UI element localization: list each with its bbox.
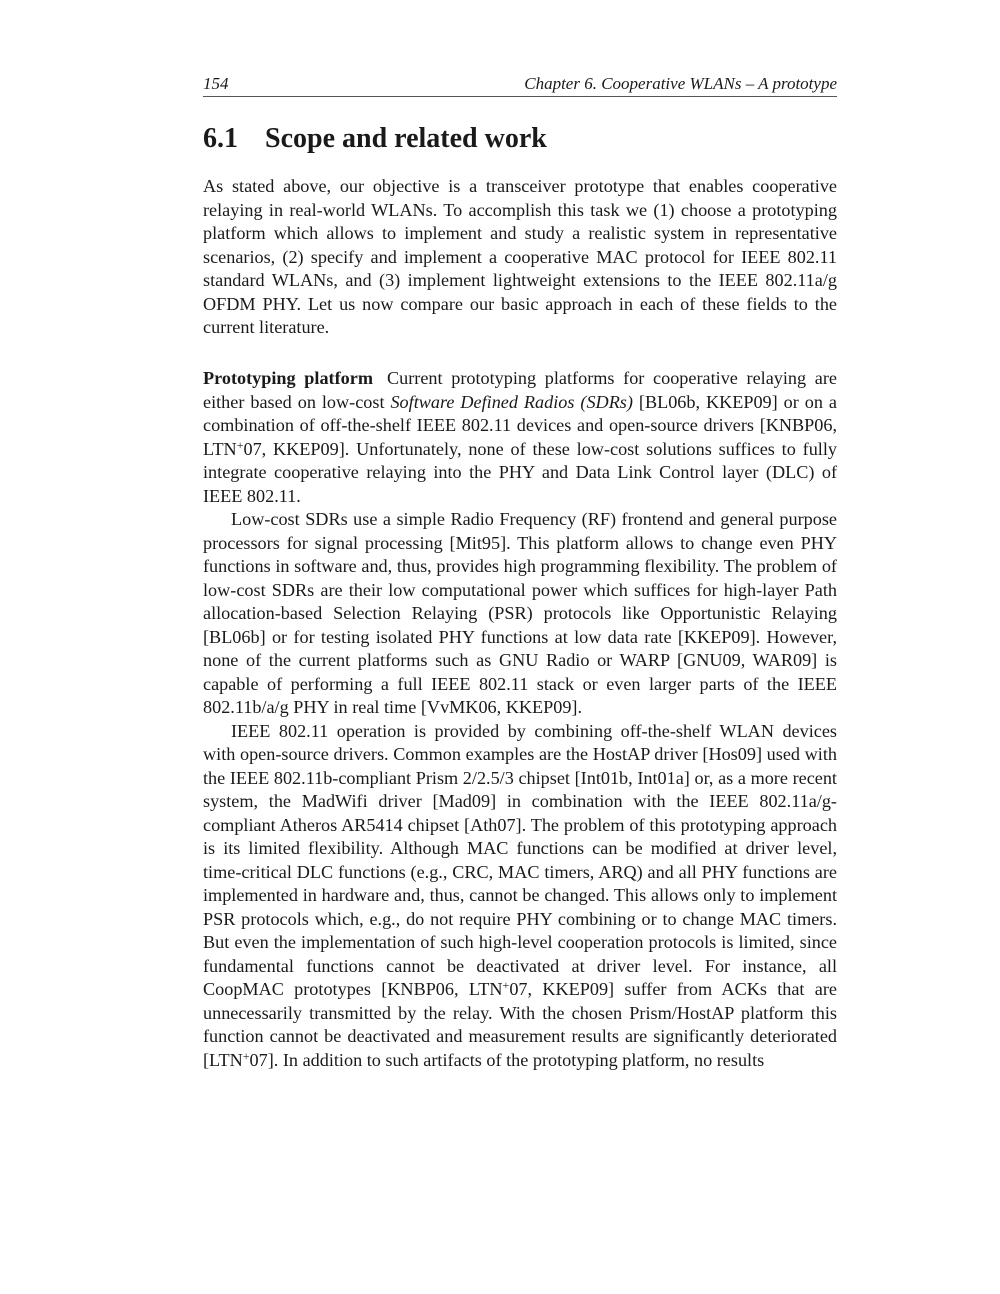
platform-p1-text-c: 07, KKEP09]. Unfortunately, none of these low-cost solutions suffices to fully integrate cooperative relaying into the PHY and Data Link Control layer (DLC) of IEEE 802.11.: [203, 438, 837, 506]
platform-p3-text-c: 07]. In addition to such artifacts of the prototyping platform, no results: [249, 1049, 765, 1070]
chapter-title: Chapter 6. Cooperative WLANs – A prototype: [524, 74, 837, 93]
section-heading: [203, 122, 547, 156]
platform-p3-text-b: 07, KKEP09] suffer from ACKs that are unnecessarily transmitted by the relay. With the chosen Prism/HostAP platform this function cannot be deactivated and measurement results are significantly deteriorated [LTN: [203, 979, 837, 1070]
intro-paragraph: As stated above, our objective is a transceiver prototype that enables cooperative relaying in real-world WLANs. To accomplish this task we (1) choose a prototyping platform which allows to implement and study a realistic system in representative scenarios, (2) specify and implement a cooperative MAC protocol for IEEE 802.11 standard WLANs, and (3) implement lightweight extensions to the IEEE 802.11a/g OFDM PHY. Let us now compare our basic approach in each of these fields to the current literature.: [203, 176, 837, 337]
platform-p3-sup-1: +: [502, 978, 510, 992]
page-number: 154: [203, 74, 229, 93]
prototyping-platform-block: [203, 367, 837, 1072]
platform-p1-italic: Software Defined Radios (SDRs): [390, 391, 633, 412]
platform-paragraph-2: Low-cost SDRs use a simple Radio Frequency (RF) frontend and general purpose processors for signal processing [Mit95]. This platform allows to change even PHY functions in software and, thus, provides high programming flexibility. The problem of low-cost SDRs are their low computational power which suffices for high-layer Path allocation-based Selection Relaying (PSR) protocols like Opportunistic Relaying [BL06b] or for testing isolated PHY functions at low data rate [KKEP09]. However, none of the current platforms such as GNU Radio or WARP [GNU09, WAR09] is capable of performing a full IEEE 802.11 stack or even larger parts of the IEEE 802.11b/a/g PHY in real time [VvMK06, KKEP09].: [203, 509, 837, 717]
platform-paragraph-1: [203, 367, 837, 508]
section-number: 6.1: [203, 123, 238, 154]
platform-p1-text-b: [BL06b, KKEP09] or on a combination of off-the-shelf IEEE 802.11 devices and open-source drivers [KNBP06, LTN: [203, 391, 837, 459]
section-title: Scope and related work: [265, 123, 547, 154]
platform-p3-sup-2: +: [242, 1048, 250, 1063]
running-header: [203, 74, 837, 97]
platform-paragraph-3: [203, 720, 837, 1073]
platform-p1-text-a: Current prototyping platforms for cooperative relaying are either based on low-cost: [203, 368, 837, 412]
intro-paragraph-block: [203, 175, 837, 340]
run-in-heading: Prototyping platform: [203, 368, 373, 388]
platform-p3-text-a: IEEE 802.11 operation is provided by combining off-the-shelf WLAN devices with open-source drivers. Common examples are the HostAP driver [Hos09] used with the IEEE 802.11b-compliant Prism 2/2.5/3 chipset [Int01b, Int01a] or, as a more recent system, the MadWifi driver [Mad09] in combination with the IEEE 802.11a/g-compliant Atheros AR5414 chipset [Ath07]. The problem of this prototyping approach is its limited flexibility. Although MAC functions can be modified at driver level, time-critical DLC functions (e.g., CRC, MAC timers, ARQ) and all PHY functions are implemented in hardware and, thus, cannot be changed. This allows only to implement PSR protocols which, e.g., do not require PHY combining or to change MAC timers. But even the implementation of such high-level cooperation protocols is limited, since fundamental functions cannot be deactivated at driver level. For instance, all CoopMAC prototypes [KNBP06, LTN: [203, 720, 837, 999]
platform-p1-sup: +: [236, 437, 244, 452]
